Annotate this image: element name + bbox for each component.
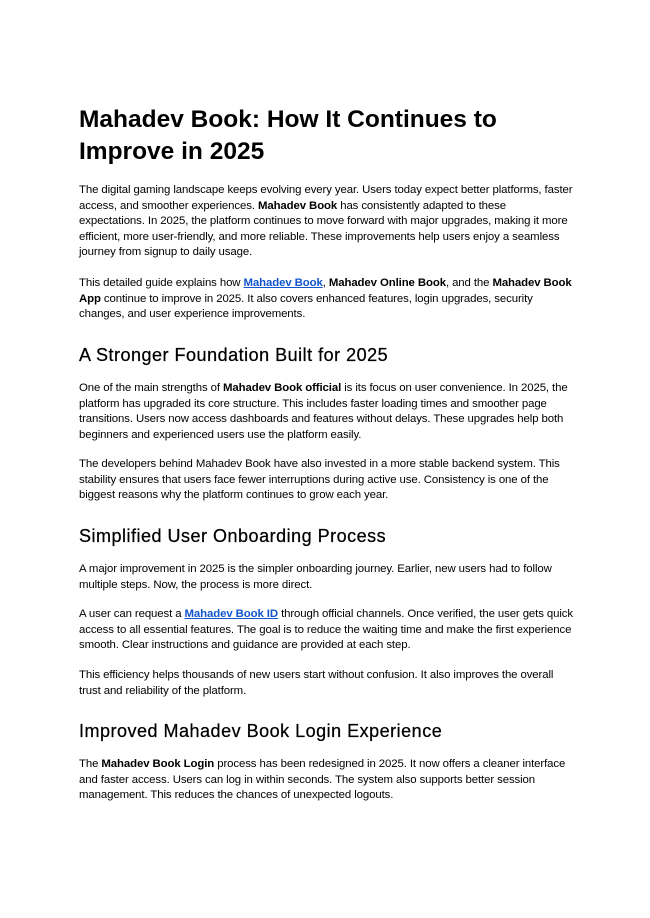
mahadev-book-link[interactable]: Mahadev Book xyxy=(243,277,323,289)
text: continue to improve in 2025. It also covers enhanced features, login upgrades, security changes, and user experience improvements. xyxy=(79,292,533,321)
section-heading-login: Improved Mahadev Book Login Experience xyxy=(79,721,443,741)
bold-text: Mahadev Book App xyxy=(79,277,572,305)
bold-text: Mahadev Book official xyxy=(223,382,342,394)
text: The xyxy=(79,758,102,770)
foundation-paragraph-1 xyxy=(79,381,574,443)
text: , xyxy=(322,277,329,289)
text: , and the xyxy=(445,277,493,289)
bold-text: Mahadev Online Book xyxy=(328,277,446,289)
text: has consistently adapted to these expectations. In 2025, the platform continues to move forward with major upgrades, making it more efficient, more user-friendly, and more reliable. These improvements help users enjoy a seamless journey from signup to daily usage. xyxy=(79,199,568,259)
text: This detailed guide explains how xyxy=(79,277,244,289)
bold-text: Mahadev Book Login xyxy=(101,758,215,770)
onboarding-paragraph-3: This efficiency helps thousands of new users start without confusion. It also improves the overall trust and reliability of the platform. xyxy=(79,669,554,697)
section-heading-onboarding: Simplified User Onboarding Process xyxy=(79,526,387,546)
login-paragraph-1 xyxy=(79,757,574,804)
mahadev-book-id-link[interactable]: Mahadev Book ID xyxy=(184,608,278,620)
text: process has been redesigned in 2025. It now offers a cleaner interface and faster access. Users can log in within seconds. The system also supports better session management. This reduces the chances of unexpected logouts. xyxy=(79,758,566,802)
intro-paragraph-1 xyxy=(79,183,574,261)
text: through official channels. Once verified, the user gets quick access to all essential features. The goal is to reduce the waiting time and make the first experience smooth. Clear instructions and guidance are provided at each step. xyxy=(79,608,573,652)
intro-paragraph-2 xyxy=(79,276,574,323)
text: One of the main strengths of xyxy=(79,382,223,394)
foundation-paragraph-2: The developers behind Mahadev Book have also invested in a more stable backend system. This stability ensures that users face fewer interruptions during active use. Consistency is one of the biggest reasons why the platform continues to grow each year. xyxy=(79,458,560,502)
onboarding-paragraph-1: A major improvement in 2025 is the simpler onboarding journey. Earlier, new users had to follow multiple steps. Now, the process is more direct. xyxy=(79,563,552,591)
onboarding-paragraph-2 xyxy=(79,607,574,654)
text: is its focus on user convenience. In 2025, the platform has upgraded its core structure. This includes faster loading times and smoother page transitions. Users now access dashboards and features without delays. These upgrades help both beginners and experienced users use the platform easily. xyxy=(79,382,568,441)
section-heading-foundation: A Stronger Foundation Built for 2025 xyxy=(79,345,389,365)
text: A user can request a xyxy=(79,608,185,620)
text: The digital gaming landscape keeps evolving every year. Users today expect better platforms, faster access, and smoother experiences. xyxy=(79,184,573,212)
page-title: Mahadev Book: How It Continues to Improve in 2025 xyxy=(79,106,497,165)
bold-text: Mahadev Book xyxy=(257,199,338,212)
